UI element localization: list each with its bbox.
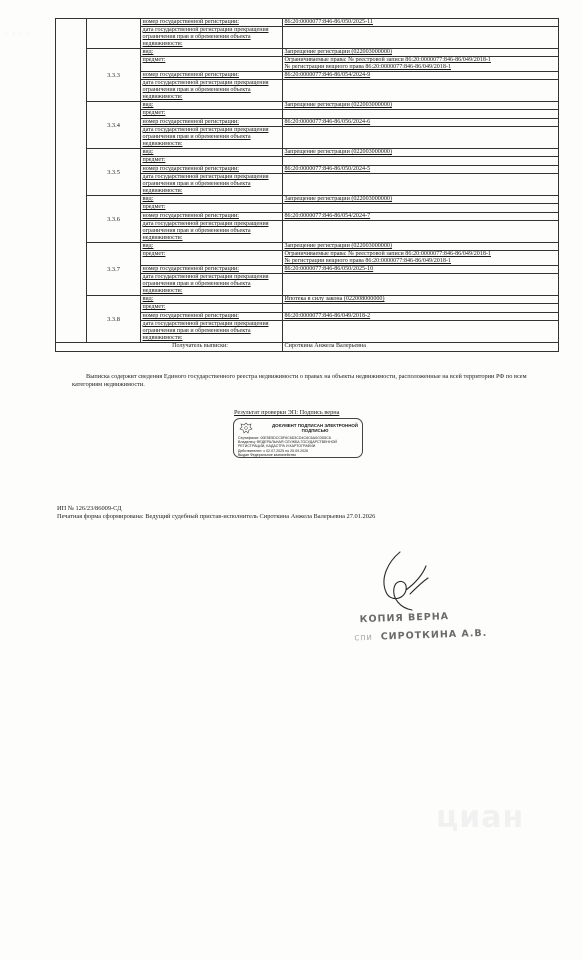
section-number — [87, 19, 141, 49]
field-value — [283, 321, 559, 343]
section-number: 3.3.5 — [87, 149, 141, 196]
stamp-line: Владелец: ФЕДЕРАЛЬНАЯ СЛУЖБА ГОСУДАРСТВЕННОЙ — [238, 440, 337, 445]
table-row — [56, 243, 559, 251]
signature-check-result: Результат проверки ЭП: Подпись верна — [234, 409, 340, 416]
field-value — [283, 157, 559, 166]
field-value — [283, 304, 559, 313]
field-label — [141, 204, 283, 213]
field-label-text: предмет: — [142, 251, 166, 257]
field-value-text: Ограничиваемые права: № реестровой записи 86:20:0000077:846-86/049/2018-1 № регистрации вещного права 86:20:0000077:846-86/049/2018-1 — [284, 251, 491, 264]
field-label-text: номер государственной регистрации: — [142, 266, 239, 272]
field-label — [141, 157, 283, 166]
field-label — [141, 72, 283, 80]
field-label — [141, 296, 283, 304]
field-value — [283, 27, 559, 49]
print-form-info: Печатная форма сформирована: Ведущий судебный пристав-исполнитель Сироткина Анжела Валерьевна 27.01.2026 — [57, 513, 376, 520]
field-value-text: Запрещение регистрации (022003000000) — [284, 243, 392, 249]
field-value-text: 86:20:0000077:846-86/054/2024-9 — [284, 72, 371, 78]
corner-marks: · · · · — [6, 32, 31, 37]
field-label-text: предмет: — [142, 110, 166, 116]
blank-cell — [56, 19, 87, 343]
field-label-text: номер государственной регистрации: — [142, 119, 239, 125]
section-number: 3.3.7 — [87, 243, 141, 296]
field-value — [283, 149, 559, 157]
table-row — [56, 149, 559, 157]
field-value — [283, 80, 559, 102]
recipient-row — [56, 343, 559, 352]
stamp-line: Выдан Федеральное казначейство — [238, 452, 297, 457]
field-value — [283, 213, 559, 221]
copy-certified-stamp — [354, 610, 495, 644]
field-label — [141, 243, 283, 251]
field-value — [283, 110, 559, 119]
watermark: циан — [436, 800, 525, 835]
field-label — [141, 266, 283, 274]
field-value — [283, 102, 559, 110]
section-number: 3.3.3 — [87, 49, 141, 102]
stamp-line: Сертификат: 00E5E5DCC5F6C6D3CD4C6C6A0C0D5C6 — [238, 436, 331, 440]
copy-stamp-line1: КОПИЯ ВЕРНА — [359, 611, 450, 626]
field-label-text: предмет: — [142, 304, 166, 310]
field-value-text: 86:20:0000077:846-86/050/2025-11 — [284, 19, 373, 25]
field-label-text: номер государственной регистрации: — [142, 72, 239, 78]
field-value — [283, 204, 559, 213]
section-number: 3.3.6 — [87, 196, 141, 243]
copy-stamp-prefix: СПИ — [354, 633, 373, 643]
field-label — [141, 313, 283, 321]
field-value-text: 86:20:0000077:846-86/049/2018-2 — [284, 313, 371, 319]
field-label — [141, 274, 283, 296]
table-row — [56, 102, 559, 110]
field-label — [141, 213, 283, 221]
field-label — [141, 304, 283, 313]
field-label-text: дата государственной регистрации прекращения ограничения прав и обременения объекта недвижимости: — [142, 174, 269, 194]
field-value-text: 86:20:0000077:846-86/054/2024-7 — [284, 213, 371, 219]
field-value — [283, 196, 559, 204]
field-value — [283, 72, 559, 80]
emblem-icon — [239, 422, 253, 434]
field-value-text: Запрещение регистрации (022003000000) — [284, 102, 392, 108]
field-value — [283, 174, 559, 196]
stamp-line: РЕГИСТРАЦИИ, КАДАСТРА И КАРТОГРАФИИ — [238, 444, 316, 449]
table-row — [56, 196, 559, 204]
field-label — [141, 196, 283, 204]
section-number: 3.3.4 — [87, 102, 141, 149]
field-value-text: 86:20:0000077:846-86/050/2025-10 — [284, 266, 374, 272]
field-value — [283, 266, 559, 274]
field-label — [141, 57, 283, 72]
field-value — [283, 119, 559, 127]
field-value — [283, 57, 559, 72]
field-value — [283, 243, 559, 251]
field-label — [141, 19, 283, 27]
field-label-text: номер государственной регистрации: — [142, 213, 239, 219]
field-value-text: Ипотека в силу закона (022008000000) — [284, 296, 385, 302]
field-label-text: дата государственной регистрации прекращения ограничения прав и обременения объекта недвижимости: — [142, 274, 269, 294]
field-value-text: Запрещение регистрации (022003000000) — [284, 149, 392, 155]
field-label — [141, 49, 283, 57]
field-value — [283, 221, 559, 243]
recipient-name: Сироткина Анжела Валерьевна — [283, 343, 559, 352]
copy-stamp-name: СИРОТКИНА А.В. — [380, 627, 488, 643]
stamp-line: Действителен: с 02.07.2025 по 25.09.2026 — [238, 448, 309, 453]
field-label — [141, 221, 283, 243]
field-label — [141, 80, 283, 102]
field-value — [283, 313, 559, 321]
field-value-text: 86:20:0000077:846-86/056/2024-6 — [284, 119, 371, 125]
field-label — [141, 174, 283, 196]
field-label-text: вид: — [142, 196, 154, 202]
section-number: 3.3.8 — [87, 296, 141, 343]
field-label-text: дата государственной регистрации прекращения ограничения прав и обременения объекта недвижимости: — [142, 27, 269, 47]
field-label — [141, 102, 283, 110]
field-value — [283, 166, 559, 174]
table-row — [56, 19, 559, 27]
stamp-details — [238, 436, 360, 457]
field-label-text: предмет: — [142, 57, 166, 63]
field-label-text: предмет: — [142, 157, 166, 163]
enforcement-number: ИП № 126/23/86009-СД — [57, 505, 122, 512]
field-value — [283, 49, 559, 57]
field-label-text: номер государственной регистрации: — [142, 166, 239, 172]
field-label-text: вид: — [142, 102, 154, 108]
handwritten-signature — [370, 548, 440, 616]
field-label — [141, 321, 283, 343]
field-label-text: дата государственной регистрации прекращения ограничения прав и обременения объекта недвижимости: — [142, 221, 269, 241]
field-label-text: дата государственной регистрации прекращения ограничения прав и обременения объекта недвижимости: — [142, 321, 269, 341]
field-label-text: номер государственной регистрации: — [142, 19, 239, 25]
registry-table — [55, 18, 559, 352]
stamp-heading: ДОКУМЕНТ ПОДПИСАН ЭЛЕКТРОННОЙ ПОДПИСЬЮ — [272, 423, 358, 433]
field-value-text: Запрещение регистрации (022003000000) — [284, 49, 392, 55]
table-row — [56, 49, 559, 57]
field-label — [141, 119, 283, 127]
field-label-text: номер государственной регистрации: — [142, 313, 239, 319]
field-label-text: вид: — [142, 243, 154, 249]
field-label — [141, 27, 283, 49]
extract-note: Выписка содержит сведения Единого государственного реестра недвижимости о правах на объекты недвижимости, расположенные на всей территории РФ по всем категориям недвижимости. — [72, 373, 527, 388]
field-value — [283, 274, 559, 296]
field-label — [141, 149, 283, 157]
field-value-text: Ограничиваемые права: № реестровой записи 86:20:0000077:846-86/049/2018-1 № регистрации вещного права 86:20:0000077:846-86/049/2018-1 — [284, 57, 491, 70]
field-label-text: вид: — [142, 49, 154, 55]
field-label-text: вид: — [142, 149, 154, 155]
field-value-text: 86:20:0000077:846-86/050/2024-5 — [284, 166, 371, 172]
field-label-text: дата государственной регистрации прекращения ограничения прав и обременения объекта недвижимости: — [142, 127, 269, 147]
field-value-text: Запрещение регистрации (022003000000) — [284, 196, 392, 202]
recipient-label: Получатель выписки: — [56, 343, 283, 352]
field-value — [283, 19, 559, 27]
copy-stamp-line2 — [354, 628, 494, 644]
field-value — [283, 127, 559, 149]
electronic-signature-stamp — [233, 418, 363, 458]
field-value — [283, 296, 559, 304]
table-row — [56, 296, 559, 304]
field-label — [141, 110, 283, 119]
field-value — [283, 251, 559, 266]
field-label-text: дата государственной регистрации прекращения ограничения прав и обременения объекта недвижимости: — [142, 80, 269, 100]
field-label — [141, 166, 283, 174]
field-label — [141, 251, 283, 266]
field-label-text: вид: — [142, 296, 154, 302]
field-label-text: предмет: — [142, 204, 166, 210]
field-label — [141, 127, 283, 149]
